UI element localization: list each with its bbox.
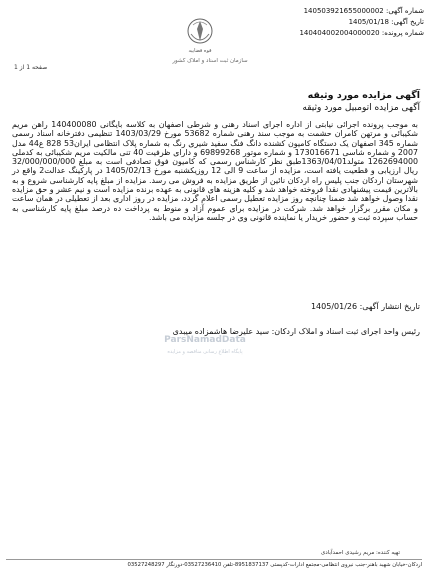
notice-body-paragraph: به موجب پرونده اجرائی نیابتی از اداره اجرای اسناد رهنی و شرطی اصفهان به کلاسه بایگانی 140400080 راهن مریم شکیبائی و مرتهن کامران حشمت به موجب سند رهنی شماره 53682 مورخ 1403/03/29 تنظیمی دفترخانه اسناد رسمی شماره 345 اصفهان یک دستگاه کامیون کشنده دانگ فنگ سفید شیری رنگ به شماره پلاک انتظامی ایران53 828 ع44 مدل 2007 و شماره شاسی 173016671 و شماره موتور 69899268 و دارای ظرفیت 40 تنی مالکیت مریم شکیبائی به کدملی 1262694000 متولد1363/04/01طبق نظر کارشناس رسمی که کامیون فوق تصادفی است به مبلغ 32/000/000/000 ریال ارزیابی و قطعیت یافته است، مزایده از ساعت 9 الی 12 روزیکشنبه مورخ 1405/02/13 در پارکینگ عدالت2 واقع در شهرستان اردکان جنب پلیس راه اردکان نائین از طریق مزایده به فروش می رسد. مزایده از مبلغ پایه کارشناسی شروع و به بالاترین قیمت پیشنهادی نقدا فروخته خواهد شد و کلیه هزینه های قانونی به عهده برنده مزایده است و نیم عشر و حق مزایده نقدا وصول خواهد شد ضمنا چنانچه روز مزایده تعطیل رسمی اعلام گردد، مزایده در روز اداری بعد از تعطیلی در همان ساعت و مکان مقرر برگزار خواهد شد. شرکت در مزایده برای عموم آزاد و منوط به پرداخت ده درصد مبلغ پایه کارشناسی به حساب سپرده ثبت و حضور خریدار یا نماینده قانونی وی در جلسه مزایده می باشد. <box>12 120 419 222</box>
watermark-brand: ParsNamadData <box>164 335 246 345</box>
organization-name: سازمان ثبت اسناد و املاک کشور <box>172 58 248 64</box>
signatory: رئیس واحد اجرای ثبت اسناد و املاک اردکان: سید علیرضا هاشمزاده میبدی <box>172 327 420 336</box>
notice-title: آگهی مزایده مورد وثیقه <box>307 90 420 101</box>
preparer: تهیه کننده: مریم رشیدی احمدآبادی <box>321 550 400 556</box>
publication-date: تاریخ انتشار آگهی: 1405/01/26 <box>310 302 420 311</box>
notice-body <box>12 120 418 222</box>
footer-divider <box>6 559 422 560</box>
page-number: صفحه 1 از 1 <box>14 64 48 71</box>
notice-subtitle: آگهی مزایده اتومبیل مورد وثیقه <box>302 103 420 113</box>
notice-meta <box>292 6 424 39</box>
notice-date: تاریخ آگهی: 1405/01/18 <box>348 18 424 26</box>
footer-address: اردکان-خیابان شهید باهنر-جنب نیروی انتظامی-مجتمع ادارات-کدپستی 8951837137-تلفن 03527236410-دورنگار 03527248297 <box>127 562 422 568</box>
watermark-tagline: پایگاه اطلاع رسانی مناقصه و مزایده <box>167 349 243 355</box>
emblem-caption: قوه قضاییه <box>188 48 212 54</box>
notice-number: شماره آگهی: 140503921655000002 <box>303 7 424 15</box>
case-number: شماره پرونده: 140404002004000020 <box>299 29 424 37</box>
